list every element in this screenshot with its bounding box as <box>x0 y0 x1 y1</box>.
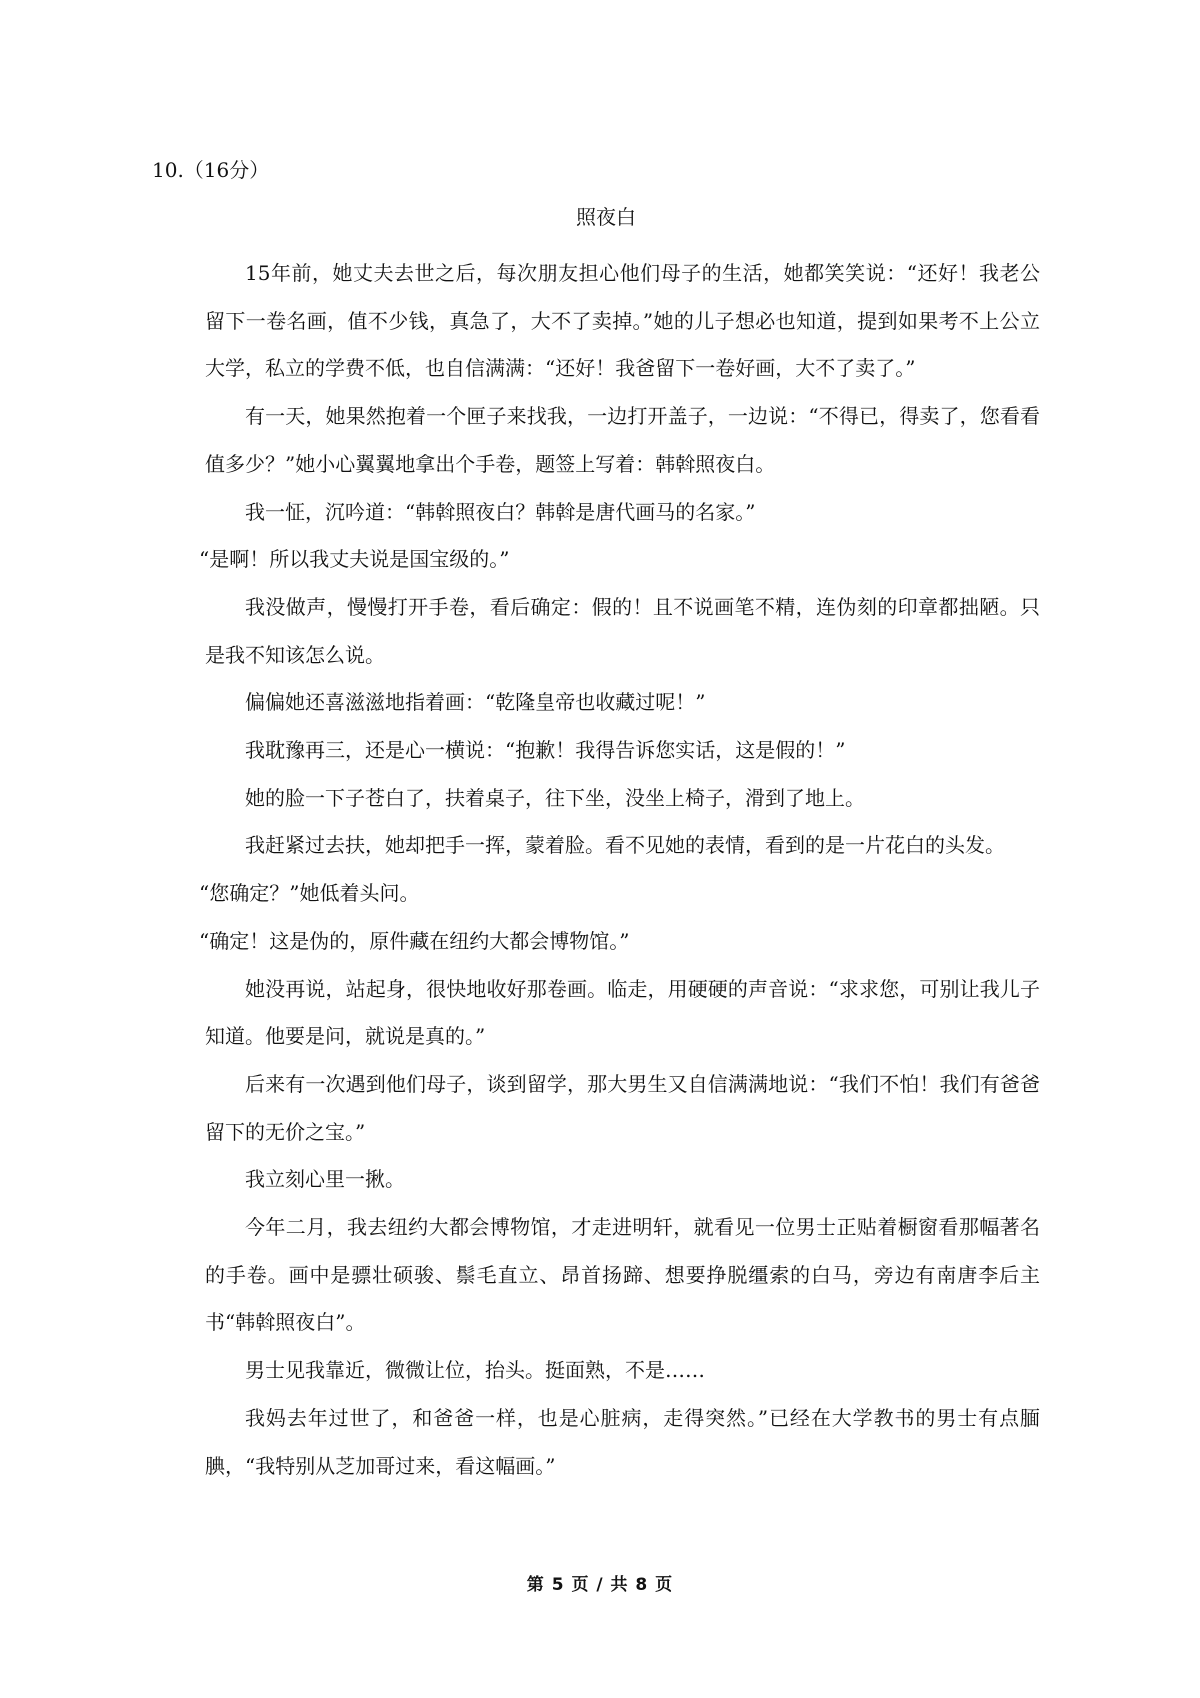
paragraph: 偏偏她还喜滋滋地指着画：“乾隆皇帝也收藏过呢！” <box>245 690 706 715</box>
paragraph: 我赶紧过去扶，她却把手一挥，蒙着脸。看不见她的表情，看到的是一片花白的头发。 <box>245 833 1005 858</box>
paragraph: 我一怔，沉吟道：“韩斡照夜白？韩斡是唐代画马的名家。” <box>245 499 756 524</box>
paragraph: “确定！这是伪的，原件藏在纽约大都会博物馆。” <box>199 928 630 953</box>
page-number-footer: 第 5 页 / 共 8 页 <box>526 1575 674 1595</box>
paragraph: “您确定？”她低着头问。 <box>199 881 420 906</box>
paragraph: 她没再说，站起身，很快地收好那卷画。临走，用硬硬的声音说：“求求您，可别让我儿子知道。他要是问，就说是真的。” <box>205 976 1040 1049</box>
paragraph: 她的脸一下子苍白了，扶着桌子，往下坐，没坐上椅子，滑到了地上。 <box>245 785 865 810</box>
paragraph: 后来有一次遇到他们母子，谈到留学，那大男生又自信满满地说：“我们不怕！我们有爸爸留下的无价之宝。” <box>205 1071 1040 1144</box>
paragraph: 我妈去年过世了，和爸爸一样，也是心脏病，走得突然。”已经在大学教书的男士有点腼腆，“我特别从芝加哥过来，看这幅画。” <box>205 1405 1040 1478</box>
paragraph: “是啊！所以我丈夫说是国宝级的。” <box>199 547 510 572</box>
question-number: 10.（16分） <box>152 158 270 182</box>
paragraph: 有一天，她果然抱着一个匣子来找我，一边打开盖子，一边说：“不得已，得卖了，您看看值多少？”她小心翼翼地拿出个手卷，题签上写着：韩斡照夜白。 <box>205 404 1040 476</box>
paragraph: 我立刻心里一揪。 <box>245 1167 405 1192</box>
article-title: 照夜白 <box>576 205 636 229</box>
paragraph: 我耽豫再三，还是心一横说：“抱歉！我得告诉您实话，这是假的！” <box>245 738 846 763</box>
paragraph: 我没做声，慢慢打开手卷，看后确定：假的！且不说画笔不精，连伪刻的印章都拙陋。只是我不知该怎么说。 <box>205 594 1040 667</box>
paragraph: 男士见我靠近，微微让位，抬头。挺面熟，不是…… <box>245 1358 705 1383</box>
paragraph: 15年前，她丈夫去世之后，每次朋友担心他们母子的生活，她都笑笑说：“还好！我老公留下一卷名画，值不少钱，真急了，大不了卖掉。”她的儿子想必也知道，提到如果考不上公立大学，私立的学费不低，也自信满满：“还好！我爸留下一卷好画，大不了卖了。” <box>205 261 1040 381</box>
paragraph: 今年二月，我去纽约大都会博物馆，才走进明轩，就看见一位男士正贴着橱窗看那幅著名的手卷。画中是骠壮硕骏、鬃毛直立、昂首扬蹄、想要挣脱缰索的白马，旁边有南唐李后主书“韩斡照夜白”。 <box>205 1215 1040 1335</box>
article-body <box>199 250 1040 1490</box>
